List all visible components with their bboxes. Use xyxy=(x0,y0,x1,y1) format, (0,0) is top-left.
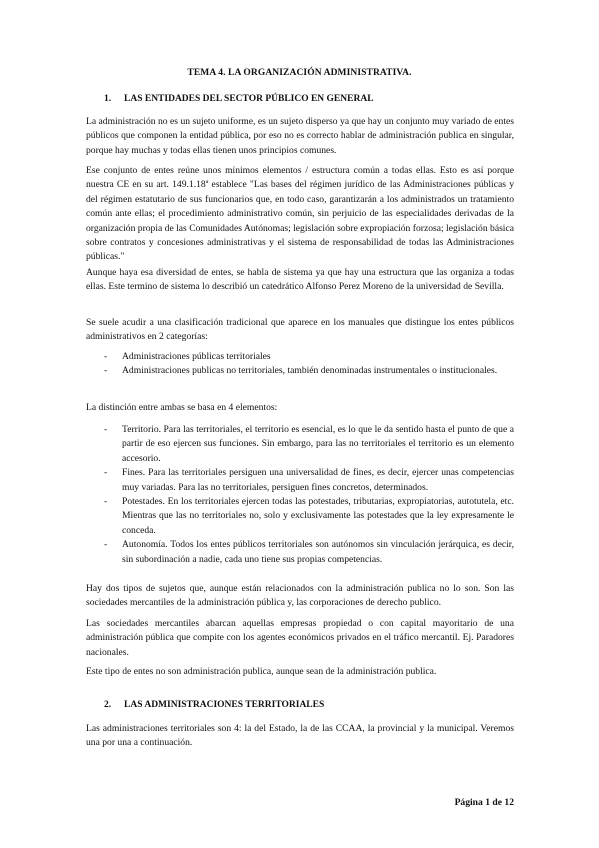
section-title: LAS ENTIDADES DEL SECTOR PÚBLICO EN GENERAL xyxy=(124,94,374,104)
paragraph-8: Este tipo de entes no son administración publica, aunque sean de la administración publica. xyxy=(86,666,437,677)
paragraph-2: Ese conjunto de entes reúne unos mínimos elementos / estructura común a todas ellas. Esto es así porque nuestra CE en su art. 149.1.18ª establece "Las bases del régimen jurídico de las Administraciones públicas y del régimen estatutario de sus funcionarios que, en todo caso, garantizarán a los administrados un tratamiento común ante ellas; el procedimiento administrativo común, sin perjuicio de las especialidades derivadas de la organización propia de las Comunidades Autónomas; legislación sobre expropiación forzosa; legislación básica sobre contratos y concesiones administrativas y el sistema de responsabilidad de todas las Administraciones públicas." xyxy=(86,165,514,263)
section-number: 2. xyxy=(104,700,112,710)
paragraph-6: Hay dos tipos de sujetos que, aunque están relacionados con la administración publica no lo son. Son las sociedades mercantiles de la administración pública y, las corporaciones de derecho publico. xyxy=(86,583,514,609)
list-item: - Administraciones públicas territoriales xyxy=(104,351,271,362)
list-item: - Fines. Para las territoriales persiguen una universalidad de fines, es decir, ejercer unas competencias muy variadas. Para las no territoriales, persiguen fines concretos, determinados. xyxy=(104,467,514,493)
list-item: - Potestades. En los territoriales ejercen todas las potestades, tributarias, expropiatorias, autotutela, etc. Mientras que las no territoriales no, solo y exclusivamente las potestades que la ley expresamente le conceda. xyxy=(104,496,514,536)
section-heading-1 xyxy=(104,94,374,104)
section-title: LAS ADMINISTRACIONES TERRITORIALES xyxy=(124,700,325,710)
section-heading-2 xyxy=(104,700,324,710)
categories-list xyxy=(86,350,514,379)
document-title: TEMA 4. LA ORGANIZACIÓN ADMINISTRATIVA. xyxy=(187,68,412,78)
paragraph-5: La distinción entre ambas se basa en 4 elementos: xyxy=(86,402,278,413)
paragraph-1: La administración no es un sujeto uniforme, es un sujeto disperso ya que hay un conjunto muy variado de entes públicos que componen la entidad pública, por eso no es correcto hablar de administración publica en singular, porque hay muchas y todas ellas tienen unos principios comunes. xyxy=(86,116,514,156)
paragraph-9: Las administraciones territoriales son 4: la del Estado, la de las CCAA, la provincial y la municipal. Veremos una por una a continuación. xyxy=(86,723,514,749)
list-item: - Autonomía. Todos los entes públicos territoriales son autónomos sin vinculación jerárquica, es decir, sin subordinación a nadie, cada uno tiene sus propias competencias. xyxy=(104,539,514,565)
paragraph-3: Aunque haya esa diversidad de entes, se habla de sistema ya que hay una estructura que las organiza a todas ellas. Este termino de sistema lo describió un catedrático Alfonso Perez Moreno de la universidad de Sevilla. xyxy=(86,267,514,293)
elements-list xyxy=(86,423,514,567)
page-number: Página 1 de 12 xyxy=(454,797,514,808)
paragraph-7: Las sociedades mercantiles abarcan aquellas empresas propiedad o con capital mayoritario de una administración pública que compite con los agentes económicos privados en el tráfico mercantil. Ej. Paradores nacionales. xyxy=(86,618,514,658)
section-number: 1. xyxy=(104,94,112,104)
paragraph-4: Se suele acudir a una clasificación tradicional que aparece en los manuales que distingue los entes públicos administrativos en 2 categorías: xyxy=(86,317,514,343)
list-item: - Territorio. Para las territoriales, el territorio es esencial, es lo que le da sentido hasta el punto de que a partir de eso ejercen sus funciones. Sin embargo, para las no territoriales el territorio es un elemento accesorio. xyxy=(104,424,514,464)
list-item: - Administraciones publicas no territoriales, también denominadas instrumentales o institucionales. xyxy=(104,365,498,377)
